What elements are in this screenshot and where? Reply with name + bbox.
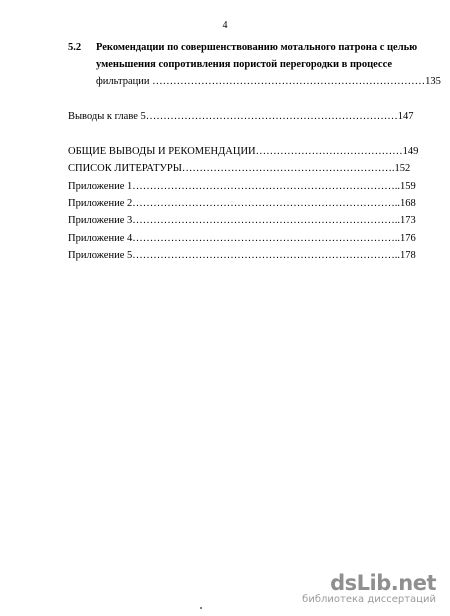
toc-entry-references: СПИСОК ЛИТЕРАТУРЫ…………………………………………………….152: [68, 163, 411, 174]
toc-entry-appendix-1: Приложение 1…………………………………………………………………..159: [68, 181, 416, 192]
section-title-line-2: уменьшения сопротивления пористой перегородки в процессе: [96, 59, 393, 70]
toc-entry-appendix-3: Приложение 3…………………………………………………………………..173: [68, 215, 416, 226]
section-title-line-3: фильтрации ……………………………………………………………………135: [96, 76, 441, 87]
section-number: 5.2: [68, 42, 82, 53]
page-number: 4: [222, 20, 228, 31]
toc-entry-appendix-4: Приложение 4…………………………………………………………………..176: [68, 233, 416, 244]
watermark-subtitle: библиотека диссертаций: [302, 594, 436, 605]
watermark-logo: dsLib.net: [330, 571, 436, 595]
toc-entry-appendix-5: Приложение 5…………………………………………………………………..178: [68, 250, 416, 261]
toc-entry-chapter-5-conclusions: Выводы к главе 5………………………………………………………………147: [68, 111, 414, 122]
scan-speck: [200, 607, 202, 609]
watermark: [302, 571, 436, 606]
toc-entry-appendix-2: Приложение 2…………………………………………………………………..168: [68, 198, 416, 209]
toc-entry-general-conclusions: ОБЩИЕ ВЫВОДЫ И РЕКОМЕНДАЦИИ……………………………………149: [68, 146, 419, 157]
section-title-line-1: Рекомендации по совершенствованию мотального патрона с целью: [96, 42, 418, 53]
